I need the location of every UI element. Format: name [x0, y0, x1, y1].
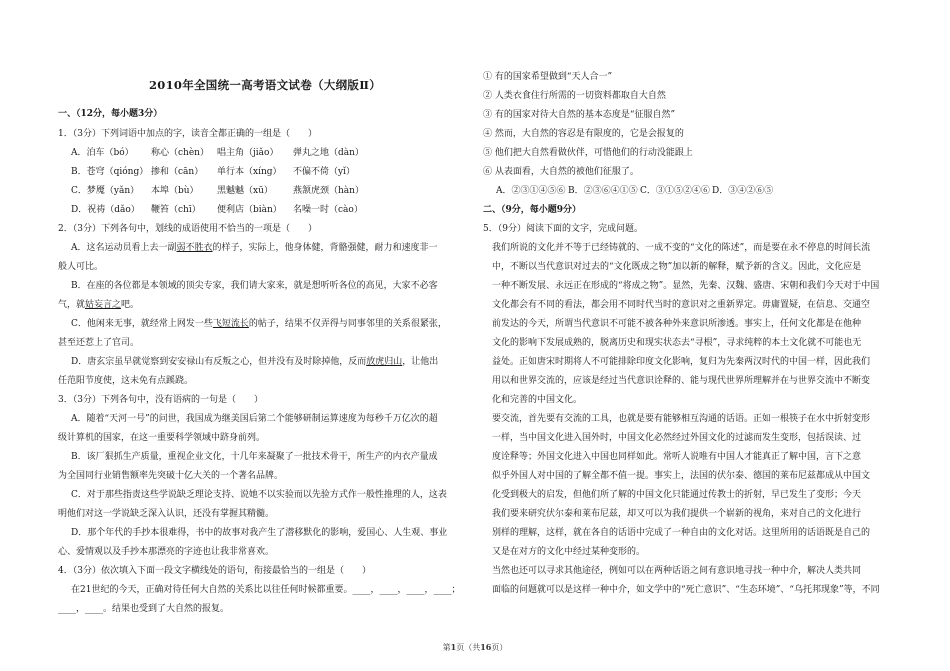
- passage-line: 别样的理解，这样，就在各自的话语中完成了一种自由的文化对话。这里所用的话语既是自己的: [492, 528, 871, 538]
- q4-passage-line2: ____，____。结果也受到了大自然的报复。: [58, 604, 230, 614]
- q2-option-a-line2: 般人可比。: [58, 262, 104, 272]
- q4-answer: B．②③⑥④①⑤: [568, 186, 638, 196]
- q1-option-d: [58, 201, 485, 221]
- q4-sentence-6: ⑥ 从表面看，大自然的被他们征服了。: [483, 167, 639, 177]
- q3-option-a-line2: 级计算机的国家，在这一重要科学领域中跻身前列。: [58, 433, 266, 443]
- q2-option-b-line2: 气，就姑妄言之吧。: [58, 300, 140, 310]
- q1-d-item: D．祝祷（dǎo）: [71, 205, 140, 215]
- section-heading-1: 一、（12分，每小题3分）: [58, 109, 163, 119]
- q4-sentence-3: ③ 有的国家对待大自然的基本态度是“征服自然”: [483, 110, 676, 120]
- q4-answer-options: [483, 182, 910, 202]
- q3-option-b-line2: 为全国同行业销售额率先突破十亿大关的一个著名品牌。: [58, 471, 284, 481]
- q2-option-d-line1: D．唐玄宗虽早就觉察到安安禄山有反叛之心，但并没有及时除掉他，反而放虎归山，让他出: [71, 357, 439, 367]
- q4-sentence-5: ⑤ 他们把大自然看做伙伴，可惜他们的行动没能跟上: [483, 148, 693, 158]
- question-2-stem: 2．（3分）下列各句中，划线的成语使用不恰当的一项是（ ）: [58, 224, 317, 234]
- q1-option-c: [58, 182, 485, 202]
- passage-line: 似乎外国人对中国的了解全都不值一提。事实上，法国的伏尔泰、德国的莱布尼兹都成从中国文: [492, 471, 871, 481]
- q1-b-item: 单行本（xíng）: [217, 167, 282, 177]
- q3-option-b-line1: B．该厂狠抓生产质量，重视企业文化，十几年来凝聚了一批技术骨干，所生产的内衣产量成: [71, 452, 438, 462]
- current-page-number: 1: [450, 642, 457, 652]
- passage-line: 一种不断发展、永远正在形成的“将成之物”。显然，先秦、汉魏、盛唐、宋朝和我们今天对于中国: [492, 281, 880, 291]
- q4-answer: A．②③①④⑤⑥: [496, 186, 566, 196]
- q1-b-item: 掺和（cān）: [151, 167, 204, 177]
- q1-b-item: 不偏不倚（yǐ）: [293, 167, 355, 177]
- passage-line: 面临的问题就可以是这样一种中介，如文学中的“死亡意识”、“生态环境”、“乌托邦现象”等，不同: [492, 585, 880, 595]
- q1-option-b: [58, 163, 485, 183]
- passage-line: 前发达的今天，所谓当代意识不可能不被各种外来意识所渗透。事实上，任何文化都是在他种: [492, 319, 862, 329]
- q1-a-item: 弹丸之地（dàn）: [293, 148, 364, 158]
- passage-line: 我们要来研究伏尔泰和莱布尼兹，却又可以为我们提供一个崭新的视角，来对自己的文化进行: [492, 509, 862, 519]
- q2-option-a-line1: A．这名运动员看上去一副弱不胜衣的样子，实际上，他身体健，背骼强健，耐力和速度非一: [71, 243, 438, 253]
- question-5-stem: 5．（9分）阅读下面的文字，完成问题。: [483, 224, 643, 234]
- q2-option-d-line2: 任范阳节度使，这未免有点蹊跷。: [58, 376, 194, 386]
- q1-c-item: C．梦魇（yǎn）: [71, 186, 140, 196]
- passage-line: 我们所说的文化并不等于已经铸就的、一成不变的“文化的陈述”，而是要在永不停息的时间长流: [492, 243, 871, 253]
- q1-d-item: 便利店（biàn）: [217, 205, 282, 215]
- underlined-idiom: 姑妄言之: [85, 300, 122, 310]
- passage-line: 中，不断以当代意识对过去的“文化既成之物”加以新的解释，赋予新的含义。因此，文化应是: [492, 262, 862, 272]
- q1-c-item: 燕颔虎颈（hàn）: [293, 186, 364, 196]
- q3-option-d-line2: 心、爱情观以及手抄本那漂亮的字迹也让我非常喜欢。: [58, 547, 275, 557]
- q3-option-c-line1: C．对于那些指责这些学说缺乏理论支持、说她不以实验而以先验方式作一般性推理的人，这表: [71, 490, 447, 500]
- q1-d-item: 名噪一时（cào）: [293, 205, 363, 215]
- q4-sentence-4: ④ 然而，大自然的容忍是有限度的，它是会报复的: [483, 129, 684, 139]
- q3-option-a-line1: A．随着“天河一号”的问世，我国成为继美国后第二个能够研制运算速度为每秒千万亿次的超: [71, 414, 438, 424]
- section-heading-2: 二、（9分，每小题9分）: [483, 205, 582, 215]
- q2-option-b-line1: B．在座的各位都是本领域的顶尖专家，我们请大家来，就是想听听各位的高见，大家不必客: [71, 281, 438, 291]
- fill-blanks: ____，____，____，____；: [352, 585, 461, 595]
- q1-option-a: [58, 144, 485, 164]
- total-pages: 16: [480, 642, 492, 652]
- question-4-stem: 4．（3分）依次填入下面一段文字横线处的语句，衔接最恰当的一组是（ ）: [58, 566, 371, 576]
- paper-title: 2010年全国统一高考语文试卷（大纲版Ⅱ）: [149, 78, 381, 92]
- passage-line: 要交流，首先要有交流的工具，也就是要有能够相互沟通的话语。正如一根筷子在水中折射变形: [492, 414, 871, 424]
- q4-passage-line1: 在21世纪的今天，正确对待任何大自然的关系比以往任何时候都重要。____，____，____，____；: [71, 585, 461, 595]
- underlined-idiom: 飞短流长: [212, 319, 249, 329]
- q2-option-c-line1: C．他闲来无事，就经常上网发一些飞短流长的帖子，结果不仅弄得与同事邻里的关系很紧张，: [71, 319, 447, 329]
- passage-line: 又是在对方的文化中经过某种变形的。: [492, 547, 646, 557]
- page-footer: 第1页（共16页）: [442, 642, 508, 652]
- underlined-idiom: 放虎归山: [366, 357, 403, 367]
- q4-sentence-1: ① 有的国家希望做到“天人合一”: [483, 72, 613, 82]
- question-3-stem: 3．（3分）下列各句中，没有语病的一句是（ ）: [58, 395, 263, 405]
- passage-line: 化和完善的中国文化。: [492, 395, 583, 405]
- q3-option-d-line1: D．那个年代的手抄本很难得，书中的故事对我产生了潜移默化的影响，爱国心、人生观、事业: [71, 528, 448, 538]
- q1-a-item: 称心（chèn）: [151, 148, 209, 158]
- passage-line: 当然也还可以寻求其他途径，例如可以在两种话语之间有意识地寻找一种中介，解决人类共同: [492, 566, 862, 576]
- q1-d-item: 鞭笞（chī）: [151, 205, 201, 215]
- passage-line: 一样，当中国文化进入国外时，中国文化必然经过外国文化的过滤而发生变形，包括误读、过: [492, 433, 862, 443]
- passage-line: 化受到极大的启发，但他们所了解的中国文化只能通过传教士的折射，早已发生了变形；今天: [492, 490, 862, 500]
- passage-line: 文化都会有不同的看法，都会用不同时代当时的意识对之重新界定。毋庸置疑，在信息、交通空: [492, 300, 871, 310]
- fill-blanks: ____，____。: [58, 604, 113, 614]
- q1-a-item: 唱主角（jiǎo）: [217, 148, 279, 158]
- passage-line: 益处。正如唐宋时期将人不可能排除印度文化影响，复归为先秦两汉时代的中国一样，因此我们: [492, 357, 871, 367]
- q1-a-item: A．泊车（bó）: [71, 148, 134, 158]
- q1-b-item: B．苍穹（qióng）: [71, 167, 149, 177]
- passage-line: 文化的影响下发展成熟的，脱离历史和现实状态去“寻根”，寻求纯粹的本土文化就不可能也无: [492, 338, 862, 348]
- q4-answer: C．③①⑤②④⑥: [640, 186, 710, 196]
- q1-c-item: 本埠（bù）: [151, 186, 199, 196]
- passage-line: 用以和世界交流的，应该是经过当代意识诠释的、能与现代世界所理解并在与世界交流中不断变: [492, 376, 871, 386]
- q2-option-c-line2: 甚至还惹上了官司。: [58, 338, 140, 348]
- passage-line: 度诠释等；外国文化进入中国也同样如此。常听人说唯有中国人才能真正了解中国，言下之意: [492, 452, 862, 462]
- q4-sentence-2: ② 人类衣食住行所需的一切资料都取自大自然: [483, 91, 666, 101]
- q4-answer: D．③④②⑥⑤: [712, 186, 774, 196]
- underlined-idiom: 弱不胜衣: [176, 243, 213, 253]
- question-1-stem: 1．（3分）下列词语中加点的字，读音全都正确的一组是（ ）: [58, 129, 317, 139]
- q3-option-c-line2: 明他们对这一学说缺乏深入认识，还没有掌握其精髓。: [58, 509, 275, 519]
- q1-c-item: 黑魆魆（xū）: [217, 186, 273, 196]
